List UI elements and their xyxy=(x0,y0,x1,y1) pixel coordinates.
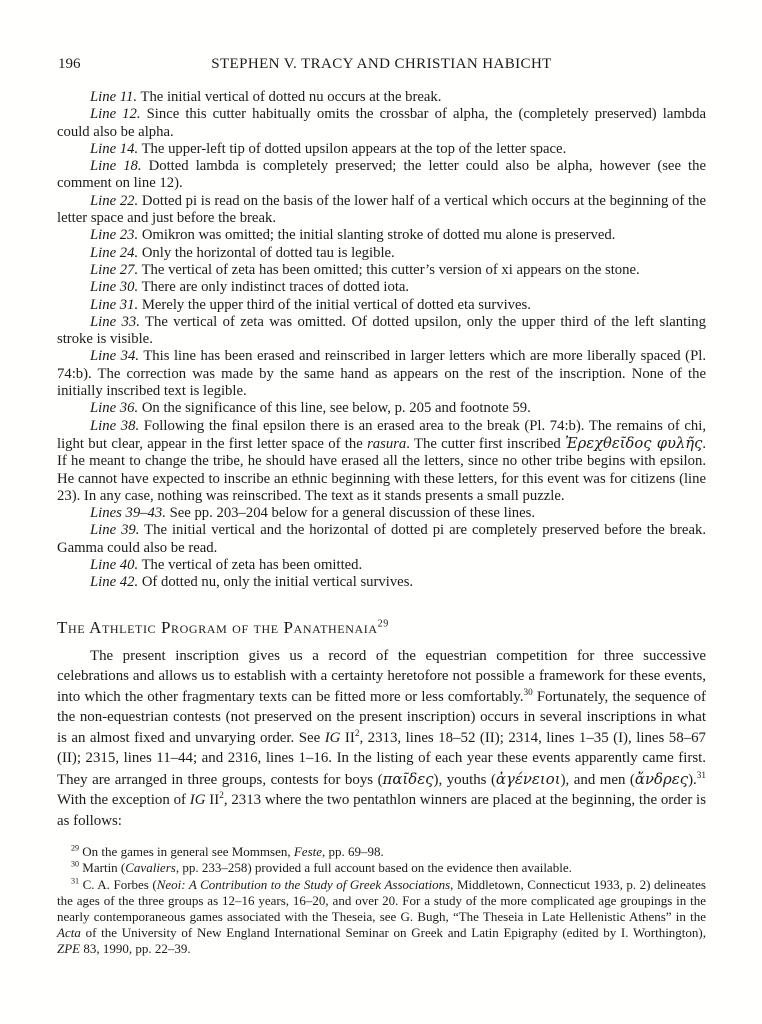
italic-text: Line 31. xyxy=(90,296,139,313)
line-note-paragraph xyxy=(57,262,706,279)
line-note-paragraph xyxy=(57,158,706,193)
greek-text: ἀγένειοι xyxy=(495,769,561,788)
line-note-paragraph xyxy=(57,418,706,505)
text-run: The present inscription gives us a record of the equestrian competition for three successive celebrations and allows us to establish with a certainty heretofore not possible a framework for these events, into which the other fragmentary texts can be fitted more or less comfortably. xyxy=(57,647,706,705)
line-note-paragraph xyxy=(57,89,706,106)
footnote-ref: 2 xyxy=(219,790,224,801)
text-run: 83, 1990, pp. 22–39. xyxy=(80,941,191,957)
italic-text: Line 42. xyxy=(90,574,139,591)
line-note-paragraph xyxy=(57,314,706,349)
text-run: This line has been erased and reinscribed in larger letters which are more liberally spaced (Pl. 74:b). The correction was made by the same hand as appears on the rest of the inscription. None of the initially inscribed text is legible. xyxy=(57,348,706,400)
italic-text: Acta xyxy=(57,925,81,941)
page-header xyxy=(57,56,706,74)
italic-text: Lines 39–43. xyxy=(90,505,166,522)
running-head: STEPHEN V. TRACY AND CHRISTIAN HABICHT xyxy=(211,56,552,72)
text-run: of the University of New England International Seminar on Greek and Latin Epigraphy (edited by I. Worthington), xyxy=(80,925,706,941)
line-note-paragraph xyxy=(57,505,706,522)
text-run: Of dotted nu, only the initial vertical survives. xyxy=(138,574,414,591)
italic-text: Line 36. xyxy=(90,400,139,417)
footnote-item xyxy=(57,877,706,958)
italic-text: Line 39. xyxy=(90,522,140,539)
footnote-ref: 30 xyxy=(71,859,80,869)
line-notes-section xyxy=(57,89,706,592)
italic-text: Neoi: A Contribution to the Study of Greek Associations xyxy=(156,876,451,892)
text-run: With the exception of xyxy=(57,792,190,809)
text-run: Martin ( xyxy=(79,860,126,876)
text-run: The vertical of zeta has been omitted. xyxy=(138,557,363,574)
italic-text: Line 30. xyxy=(90,279,139,296)
italic-text: Line 27. xyxy=(90,261,139,278)
footnote-ref: 31 xyxy=(696,769,706,780)
italic-text: Line 12. xyxy=(90,106,141,123)
text-run: C. A. Forbes ( xyxy=(79,876,157,892)
text-run: , 2313, lines 18–52 (II); 2314, lines 1–35 (I), lines 58–67 (II); 2315, lines 11–44; and 2316, lines 1–16. In the listing of each year these events apparently came first. They are arranged in three groups, contests for boys ( xyxy=(57,729,707,788)
text-run: ). xyxy=(688,771,697,788)
text-run: The initial vertical and the horizontal of dotted pi are completely preserved before the break. Gamma could also be read. xyxy=(57,522,706,556)
text-run: Following the final epsilon there is an erased area to the break (Pl. 74:b). The remains of chi, light but clear, appear in the first letter space of the xyxy=(57,417,706,452)
italic-text: Line 11. xyxy=(90,89,138,105)
section-heading-footnote-ref: 29 xyxy=(377,617,389,629)
text-run: , 2313 where the two pentathlon winners are placed at the beginning, the order is as follows: xyxy=(57,792,706,829)
page-number: 196 xyxy=(58,56,81,72)
line-note-paragraph xyxy=(57,297,706,314)
body-paragraph xyxy=(57,646,706,832)
greek-text: ἄνδρες xyxy=(634,769,689,788)
text-run: There are only indistinct traces of dotted iota. xyxy=(138,279,410,296)
greek-text: παῖδες xyxy=(382,769,434,788)
text-run: On the games in general see Mommsen, xyxy=(79,844,294,860)
text-run: , pp. 233–258) provided a full account based on the evidence then available. xyxy=(175,860,572,876)
line-note-paragraph xyxy=(57,522,706,557)
text-run: , pp. 69–98. xyxy=(322,844,384,860)
line-note-paragraph xyxy=(57,193,706,228)
footnote-item xyxy=(57,860,706,876)
text-run: II xyxy=(340,729,355,746)
text-run: Since this cutter habitually omits the crossbar of alpha, the (completely preserved) lambda could also be alpha. xyxy=(57,106,706,140)
italic-text: ZPE xyxy=(57,941,81,957)
text-run: The vertical of zeta has been omitted; this cutter’s version of xi appears on the stone. xyxy=(138,261,640,278)
text-run: Dotted pi is read on the basis of the lower half of a vertical which occurs at the beginning of the letter space and just before the break. xyxy=(57,192,706,227)
italic-text: Line 38. xyxy=(90,417,140,434)
text-run: The initial vertical of dotted nu occurs at the break. xyxy=(137,89,442,105)
footnote-ref: 31 xyxy=(71,876,80,886)
footnote-item xyxy=(57,844,706,860)
italic-text: Line 18. xyxy=(90,158,142,175)
line-note-paragraph xyxy=(57,279,706,296)
line-note-paragraph xyxy=(57,574,706,591)
line-note-paragraph xyxy=(57,106,706,141)
text-run: ), and men ( xyxy=(560,771,635,788)
text-run: The vertical of zeta was omitted. Of dotted upsilon, only the upper third of the left slanting stroke is visible. xyxy=(57,313,706,348)
italic-text: Line 40. xyxy=(90,557,139,574)
text-run: The upper-left tip of dotted upsilon appears at the top of the letter space. xyxy=(138,140,567,157)
italic-text: IG xyxy=(324,729,341,746)
body-text-section xyxy=(57,646,706,832)
text-run: On the significance of this line, see below, p. 205 and footnote 59. xyxy=(138,400,531,417)
italic-text: Feste xyxy=(293,844,323,860)
text-run: . If he meant to change the tribe, he should have erased all the letters, since no other tribe begins with epsilon. He cannot have expected to inscribe an ethnic beginning with these letters, for this event was for citizens (line 23). In any case, nothing was reinscribed. The text as it stands presents a small puzzle. xyxy=(57,435,706,504)
italic-text: Line 22. xyxy=(90,192,139,209)
line-note-paragraph xyxy=(57,227,706,244)
section-heading xyxy=(57,618,706,638)
italic-text: IG xyxy=(189,792,206,809)
line-note-paragraph xyxy=(57,557,706,574)
text-run: II xyxy=(205,792,220,809)
line-note-paragraph xyxy=(57,400,706,417)
italic-text: Line 24. xyxy=(90,244,139,261)
footnotes-section xyxy=(57,844,706,957)
italic-text: Line 14. xyxy=(90,140,139,157)
text-run: Omikron was omitted; the initial slanting stroke of dotted mu alone is preserved. xyxy=(138,227,616,244)
text-run: . The cutter first inscribed xyxy=(406,435,566,452)
footnote-ref: 2 xyxy=(354,727,360,738)
text-run: Dotted lambda is completely preserved; the letter could also be alpha, however (see the comment on line 12). xyxy=(57,158,706,192)
greek-text: Ἐρεχθεῖδος φυλῆς xyxy=(565,434,703,452)
footnote-ref: 30 xyxy=(523,686,533,697)
text-run: , Middletown, Connecticut 1933, p. 2) delineates the ages of the three groups as 12–16 years, 16–20, and over 20. For a study of the more complicated age groupings in the nearly contemporaneous games associated with the Theseia, see G. Bugh, “The Theseia in Late Hellenistic Athens” in the xyxy=(57,876,706,924)
italic-text: Line 23. xyxy=(90,227,139,244)
italic-text: Line 34. xyxy=(90,348,140,365)
text-run: ), youths ( xyxy=(433,771,496,788)
text-run: Only the horizontal of dotted tau is legible. xyxy=(138,244,395,261)
italic-text: Cavaliers xyxy=(125,860,176,876)
page-content xyxy=(57,56,706,958)
section-heading-text: The Athletic Program of the Panathenaia xyxy=(57,617,378,637)
italic-text: rasura xyxy=(367,435,407,452)
line-note-paragraph xyxy=(57,245,706,262)
footnote-ref: 29 xyxy=(71,843,80,853)
text-run: Fortunately, the sequence of the non-equestrian contests (not preserved on the present inscription) occurs in several inscriptions in what is an almost fixed and unvarying order. See xyxy=(57,688,706,746)
line-note-paragraph xyxy=(57,348,706,400)
line-note-paragraph xyxy=(57,141,706,158)
text-run: Merely the upper third of the initial vertical of dotted eta survives. xyxy=(138,296,531,313)
italic-text: Line 33. xyxy=(90,313,140,330)
text-run: See pp. 203–204 below for a general discussion of these lines. xyxy=(165,505,536,522)
